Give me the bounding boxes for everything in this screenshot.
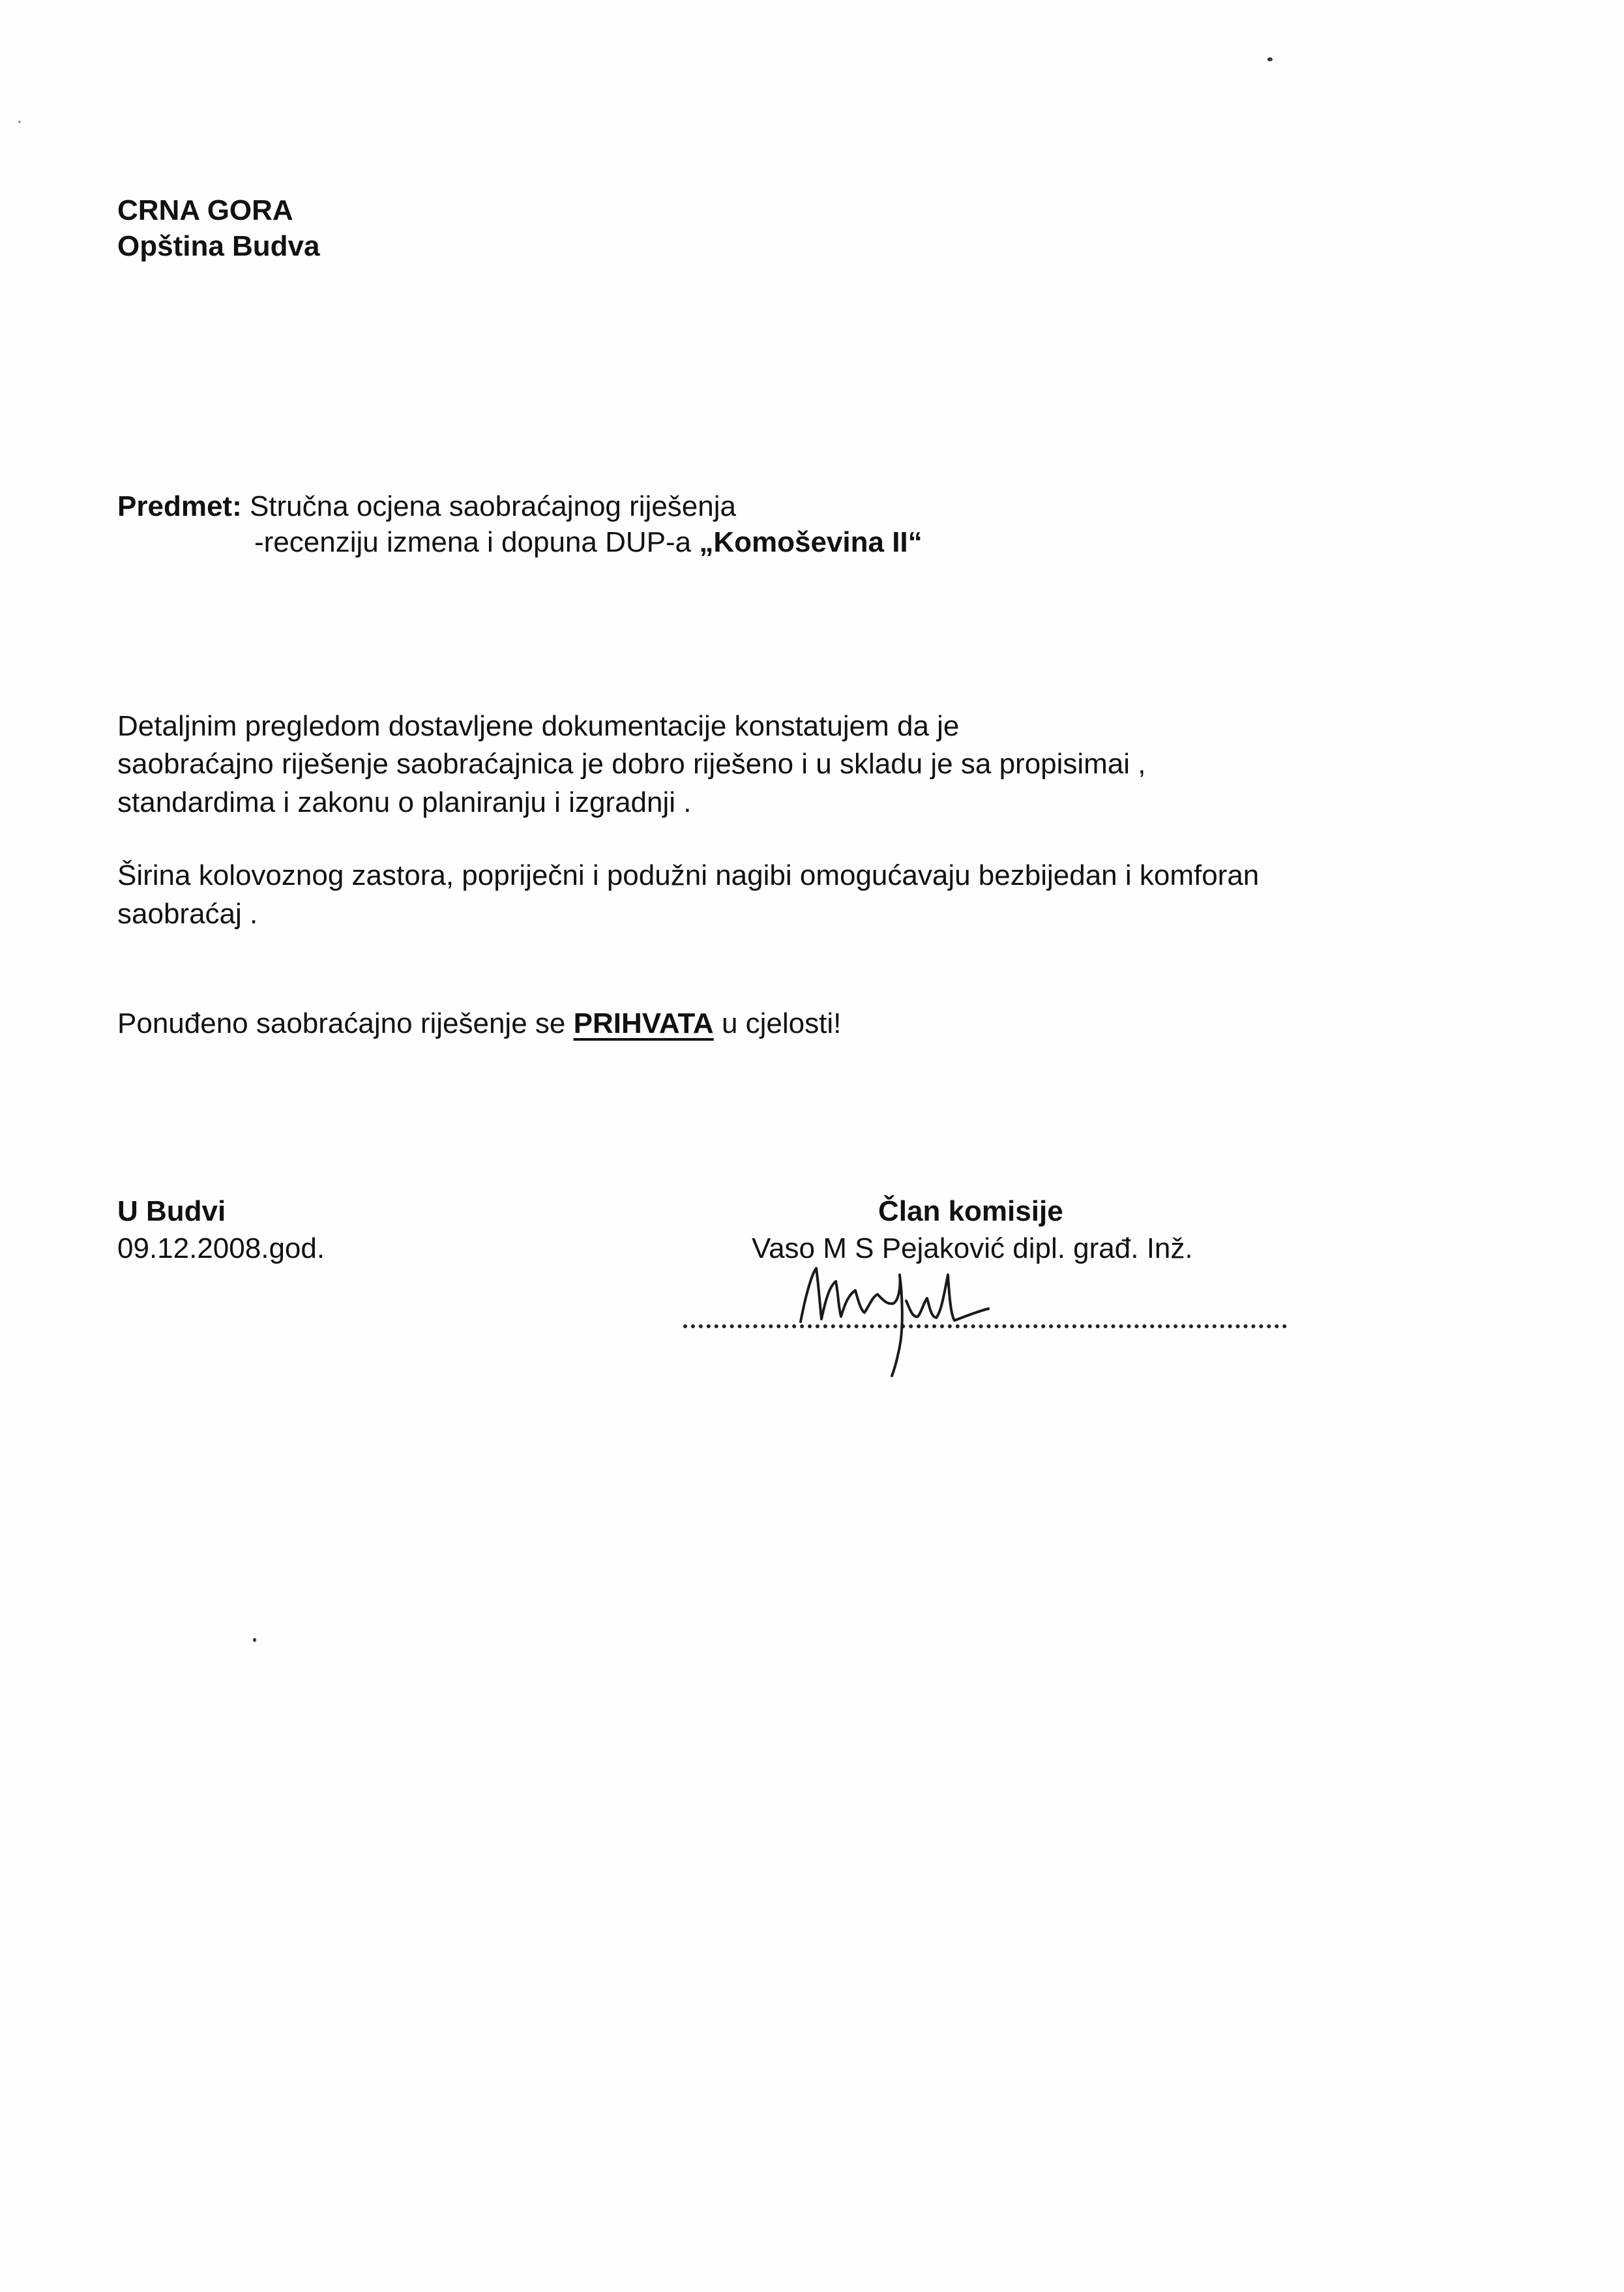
footer-place: U Budvi: [117, 1195, 226, 1227]
plan-name: „Komoševina II“: [699, 526, 923, 558]
header-country: CRNA GORA: [117, 194, 293, 226]
footer-date: 09.12.2008.god.: [117, 1232, 325, 1264]
paragraph-1-line-1: Detaljnim pregledom dostavljene dokumentacije konstatujem da je: [117, 710, 960, 742]
accepted-emphasis: PRIHVATA: [573, 1007, 714, 1039]
footer-signatory: Vaso M S Pejaković dipl. građ. Inž.: [752, 1232, 1193, 1264]
paragraph-3-prefix: Ponuđeno saobraćajno riješenje se: [117, 1007, 574, 1039]
subject-line-2-text: -recenziju izmena i dopuna DUP-a: [254, 526, 700, 558]
paragraph-3-suffix: u cjelosti!: [713, 1007, 842, 1039]
scan-speck: [253, 1638, 256, 1642]
subject-text: Stručna ocjena saobraćajnog riješenja: [249, 490, 736, 522]
paragraph-2-line-1: Širina kolovoznog zastora, popriječni i podužni nagibi omogućavaju bezbijedan i komforan: [117, 859, 1260, 891]
paragraph-1-line-2: saobraćajno riješenje saobraćajnica je dobro riješeno i u skladu je sa propisimai ,: [117, 748, 1146, 780]
subject-line-2: [254, 524, 923, 561]
subject-line-1: [117, 488, 736, 526]
paragraph-3: [117, 1005, 841, 1043]
paragraph-2-line-2: saobraćaj .: [117, 898, 258, 930]
paragraph-1-line-3: standardima i zakonu o planiranju i izgradnji .: [117, 786, 692, 818]
scan-speck: [18, 121, 21, 123]
footer-role: Član komisije: [878, 1195, 1063, 1227]
subject-label: Predmet:: [117, 490, 242, 522]
scan-speck: [1267, 57, 1273, 61]
header-municipality: Opština Budva: [117, 230, 320, 262]
handwritten-signature: [782, 1249, 1056, 1379]
